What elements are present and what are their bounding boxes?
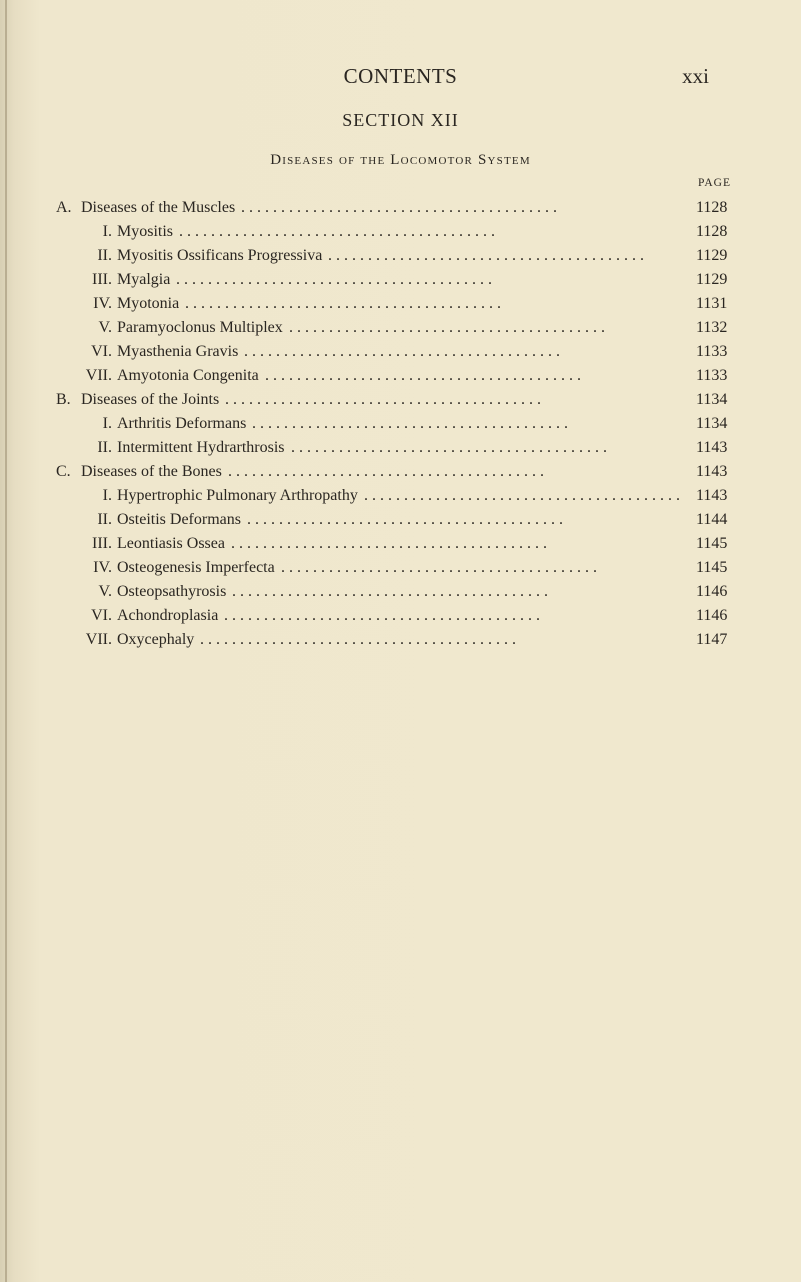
- toc-item-row: [0, 316, 801, 340]
- page-number: 1129: [696, 271, 728, 288]
- toc-item-row: [0, 244, 801, 268]
- dot-leader: . . . . . . . . . . . . . . . . . . . . . . . . . . . . . . . . . . . . . . . .: [231, 535, 547, 552]
- item-title: Myositis Ossificans Progressiva: [117, 247, 323, 264]
- dot-leader: . . . . . . . . . . . . . . . . . . . . . . . . . . . . . . . . . . . . . . . .: [291, 439, 607, 456]
- group-title: Diseases of the Joints: [81, 391, 220, 408]
- dot-leader: . . . . . . . . . . . . . . . . . . . . . . . . . . . . . . . . . . . . . . . .: [244, 343, 560, 360]
- group-letter: B.: [56, 391, 71, 408]
- item-title: Myotonia: [117, 295, 180, 312]
- group-letter: C.: [56, 463, 71, 480]
- running-head: [0, 64, 801, 92]
- item-numeral: I.: [102, 415, 112, 432]
- group-letter: A.: [56, 199, 72, 216]
- item-numeral: II.: [97, 247, 112, 264]
- item-title: Achondroplasia: [117, 607, 219, 624]
- group-title: Diseases of the Bones: [81, 463, 222, 480]
- dot-leader: . . . . . . . . . . . . . . . . . . . . . . . . . . . . . . . . . . . . . . . .: [265, 367, 581, 384]
- toc-group-row: [0, 388, 801, 412]
- dot-leader: . . . . . . . . . . . . . . . . . . . . . . . . . . . . . . . . . . . . . . . .: [247, 511, 563, 528]
- dot-leader: . . . . . . . . . . . . . . . . . . . . . . . . . . . . . . . . . . . . . . . .: [176, 271, 492, 288]
- item-numeral: II.: [97, 511, 112, 528]
- group-title: Diseases of the Muscles: [81, 199, 236, 216]
- dot-leader: . . . . . . . . . . . . . . . . . . . . . . . . . . . . . . . . . . . . . . . .: [179, 223, 495, 240]
- section-subtitle: Diseases of the Locomotor System: [270, 152, 531, 168]
- page-number: 1146: [696, 607, 728, 624]
- running-title: CONTENTS: [343, 64, 458, 88]
- dot-leader: . . . . . . . . . . . . . . . . . . . . . . . . . . . . . . . . . . . . . . . .: [289, 319, 605, 336]
- page-folio: xxi: [682, 64, 709, 88]
- page-column-label: PAGE: [698, 177, 731, 189]
- item-numeral: VI.: [91, 607, 112, 624]
- page-number: 1129: [696, 247, 728, 264]
- item-title: Amyotonia Congenita: [117, 367, 259, 384]
- page-number: 1134: [696, 415, 728, 432]
- item-numeral: I.: [102, 487, 112, 504]
- dot-leader: . . . . . . . . . . . . . . . . . . . . . . . . . . . . . . . . . . . . . . . .: [252, 415, 568, 432]
- item-numeral: V.: [98, 583, 112, 600]
- toc-group-row: [0, 460, 801, 484]
- dot-leader: . . . . . . . . . . . . . . . . . . . . . . . . . . . . . . . . . . . . . . . .: [224, 607, 540, 624]
- item-title: Oxycephaly: [117, 631, 195, 648]
- page-number: 1143: [696, 439, 728, 456]
- dot-leader: . . . . . . . . . . . . . . . . . . . . . . . . . . . . . . . . . . . . . . . .: [281, 559, 597, 576]
- item-title: Hypertrophic Pulmonary Arthropathy: [117, 487, 358, 504]
- item-title: Paramyoclonus Multiplex: [117, 319, 283, 336]
- toc-item-row: [0, 508, 801, 532]
- dot-leader: . . . . . . . . . . . . . . . . . . . . . . . . . . . . . . . . . . . . . . . .: [232, 583, 548, 600]
- item-title: Arthritis Deformans: [117, 415, 247, 432]
- page-number: 1147: [696, 631, 728, 648]
- item-title: Myasthenia Gravis: [117, 343, 239, 360]
- toc-item-row: [0, 412, 801, 436]
- toc-item-row: [0, 628, 801, 652]
- toc-item-row: [0, 220, 801, 244]
- page-number: 1128: [696, 223, 728, 240]
- item-numeral: IV.: [93, 295, 112, 312]
- item-title: Intermittent Hydrarthrosis: [117, 439, 285, 456]
- page-number: 1143: [696, 463, 728, 480]
- page-number: 1144: [696, 511, 728, 528]
- item-numeral: V.: [98, 319, 112, 336]
- item-numeral: IV.: [93, 559, 112, 576]
- page-number: 1133: [696, 367, 728, 384]
- toc-item-row: [0, 532, 801, 556]
- item-title: Osteogenesis Imperfecta: [117, 559, 275, 576]
- item-numeral: VII.: [85, 631, 112, 648]
- item-numeral: III.: [92, 271, 112, 288]
- page-number: 1128: [696, 199, 728, 216]
- toc-item-row: [0, 268, 801, 292]
- page-number: 1133: [696, 343, 728, 360]
- item-numeral: VII.: [85, 367, 112, 384]
- dot-leader: . . . . . . . . . . . . . . . . . . . . . . . . . . . . . . . . . . . . . . . .: [185, 295, 501, 312]
- item-title: Myositis: [117, 223, 174, 240]
- dot-leader: . . . . . . . . . . . . . . . . . . . . . . . . . . . . . . . . . . . . . . . .: [228, 463, 544, 480]
- item-numeral: I.: [102, 223, 112, 240]
- item-title: Leontiasis Ossea: [117, 535, 225, 552]
- toc-group-row: [0, 196, 801, 220]
- item-numeral: III.: [92, 535, 112, 552]
- item-numeral: VI.: [91, 343, 112, 360]
- page-number: 1143: [696, 487, 728, 504]
- toc-item-row: [0, 436, 801, 460]
- page-number: 1131: [696, 295, 728, 312]
- toc-item-row: [0, 340, 801, 364]
- item-numeral: II.: [97, 439, 112, 456]
- dot-leader: . . . . . . . . . . . . . . . . . . . . . . . . . . . . . . . . . . . . . . . .: [328, 247, 644, 264]
- item-title: Osteitis Deformans: [117, 511, 241, 528]
- page-number: 1145: [696, 535, 728, 552]
- toc-item-row: [0, 484, 801, 508]
- item-title: Myalgia: [117, 271, 171, 288]
- toc-item-row: [0, 580, 801, 604]
- dot-leader: . . . . . . . . . . . . . . . . . . . . . . . . . . . . . . . . . . . . . . . .: [225, 391, 541, 408]
- dot-leader: . . . . . . . . . . . . . . . . . . . . . . . . . . . . . . . . . . . . . . . .: [241, 199, 557, 216]
- page-number: 1146: [696, 583, 728, 600]
- page-number: 1132: [696, 319, 728, 336]
- page-number: 1134: [696, 391, 728, 408]
- item-title: Osteopsathyrosis: [117, 583, 227, 600]
- page-number: 1145: [696, 559, 728, 576]
- dot-leader: . . . . . . . . . . . . . . . . . . . . . . . . . . . . . . . . . . . . . . . .: [364, 487, 680, 504]
- toc-item-row: [0, 292, 801, 316]
- section-title: SECTION XII: [342, 110, 459, 130]
- toc-item-row: [0, 364, 801, 388]
- toc-item-row: [0, 556, 801, 580]
- toc-item-row: [0, 604, 801, 628]
- dot-leader: . . . . . . . . . . . . . . . . . . . . . . . . . . . . . . . . . . . . . . . .: [200, 631, 516, 648]
